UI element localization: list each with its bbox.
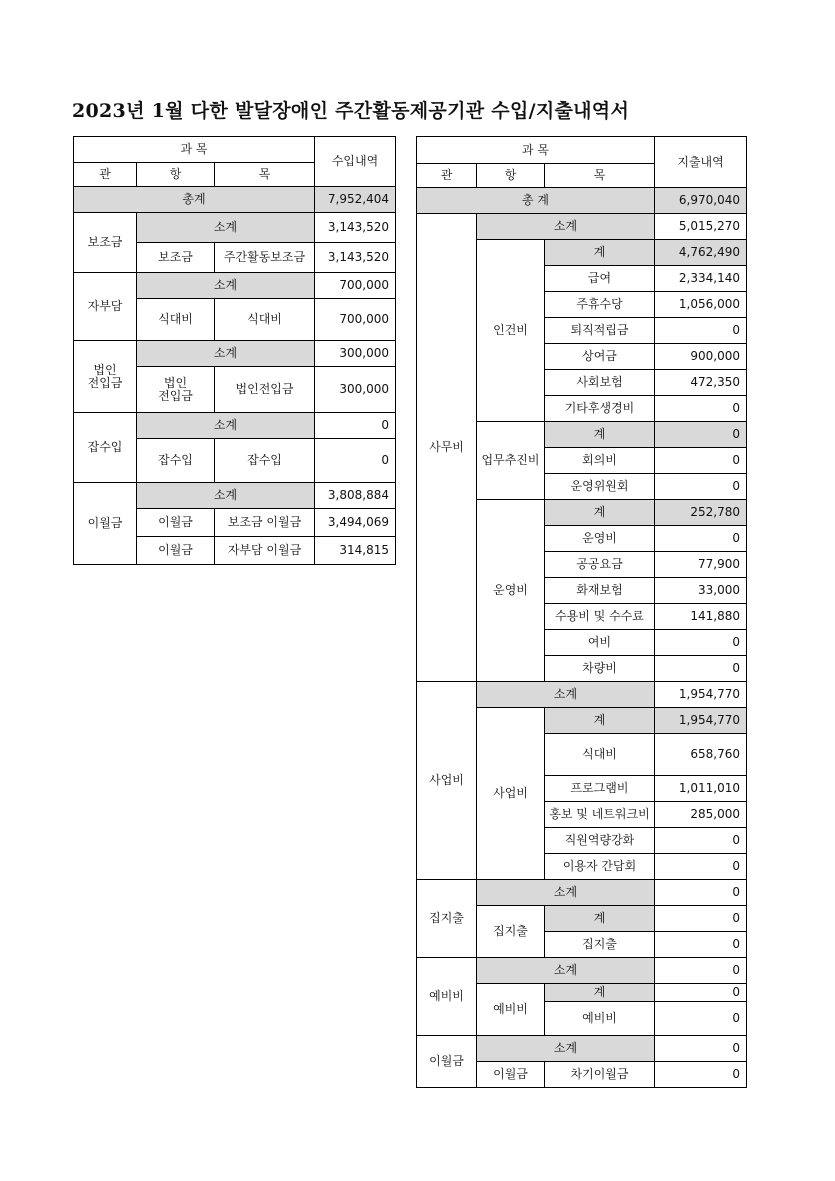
expense-gwan: 집지출: [417, 880, 477, 958]
expense-value: 0: [655, 984, 747, 1002]
expense-mok: 계: [545, 708, 655, 734]
income-subtotal-value: 3,143,520: [315, 213, 396, 243]
expense-mok: 운영비: [545, 526, 655, 552]
expense-mok: 수용비 및 수수료: [545, 604, 655, 630]
expense-subtotal-row: [417, 958, 747, 984]
expense-value: 0: [655, 474, 747, 500]
expense-subtotal-label: 소계: [477, 958, 655, 984]
income-value: 0: [315, 439, 396, 483]
income-hang: 법인 전입금: [137, 367, 215, 413]
expense-mok: 상여금: [545, 344, 655, 370]
expense-header-mok: 목: [545, 164, 655, 188]
income-subtotal-row: [74, 273, 396, 299]
income-subtotal-label: 소계: [137, 341, 315, 367]
income-value: 3,143,520: [315, 243, 396, 273]
expense-mok: 직원역량강화: [545, 828, 655, 854]
expense-value: 0: [655, 448, 747, 474]
expense-subtotal-label: 소계: [477, 880, 655, 906]
expense-value: 0: [655, 932, 747, 958]
expense-total-row: [417, 188, 747, 214]
expense-value: 1,011,010: [655, 776, 747, 802]
income-header-amount: 수입내역: [315, 137, 396, 187]
expense-value: 0: [655, 828, 747, 854]
expense-value: 1,954,770: [655, 708, 747, 734]
expense-hang: 업무추진비: [477, 422, 545, 500]
income-subtotal-value: 0: [315, 413, 396, 439]
expense-table: [416, 136, 747, 1088]
expense-value: 1,056,000: [655, 292, 747, 318]
expense-subtotal-row: [417, 880, 747, 906]
expense-mok: 운영위원회: [545, 474, 655, 500]
expense-mok: 이용자 간담회: [545, 854, 655, 880]
income-value: 700,000: [315, 299, 396, 341]
expense-value: 0: [655, 630, 747, 656]
expense-subtotal-value: 0: [655, 958, 747, 984]
income-table: [73, 136, 396, 565]
expense-subtotal-value: 5,015,270: [655, 214, 747, 240]
income-subtotal-value: 300,000: [315, 341, 396, 367]
expense-subtotal-value: 0: [655, 1036, 747, 1062]
expense-value: 0: [655, 1002, 747, 1036]
income-gwan: 법인 전입금: [74, 341, 137, 413]
expense-value: 900,000: [655, 344, 747, 370]
expense-header-amount: 지출내역: [655, 137, 747, 188]
expense-mok: 예비비: [545, 1002, 655, 1036]
expense-mok: 사회보험: [545, 370, 655, 396]
expense-gwan: 예비비: [417, 958, 477, 1036]
income-gwan: 자부담: [74, 273, 137, 341]
income-header-hang: 항: [137, 163, 215, 187]
income-hang: 이월금: [137, 509, 215, 537]
expense-value: 77,900: [655, 552, 747, 578]
expense-value: 0: [655, 656, 747, 682]
income-mok: 자부담 이월금: [215, 537, 315, 565]
expense-total-label: 총 계: [417, 188, 655, 214]
income-mok: 잡수입: [215, 439, 315, 483]
expense-header-row-1: [417, 137, 747, 164]
income-subtotal-row: [74, 341, 396, 367]
expense-mok: 퇴직적립금: [545, 318, 655, 344]
income-value: 314,815: [315, 537, 396, 565]
expense-value: 2,334,140: [655, 266, 747, 292]
income-value: 300,000: [315, 367, 396, 413]
expense-subtotal-row: [417, 682, 747, 708]
expense-hang: 예비비: [477, 984, 545, 1036]
income-subtotal-row: [74, 213, 396, 243]
income-hang: 식대비: [137, 299, 215, 341]
income-mok: 보조금 이월금: [215, 509, 315, 537]
expense-mok: 차기이월금: [545, 1062, 655, 1088]
expense-value: 0: [655, 396, 747, 422]
expense-mok: 급여: [545, 266, 655, 292]
expense-subtotal-value: 1,954,770: [655, 682, 747, 708]
income-total-value: 7,952,404: [315, 187, 396, 213]
income-header-gwamok: 과 목: [74, 137, 315, 163]
expense-value: 0: [655, 318, 747, 344]
expense-mok: 기타후생경비: [545, 396, 655, 422]
income-total-row: [74, 187, 396, 213]
expense-hang: 인건비: [477, 240, 545, 422]
expense-hang: 사업비: [477, 708, 545, 880]
income-gwan: 잡수입: [74, 413, 137, 483]
expense-mok: 여비: [545, 630, 655, 656]
expense-value: 0: [655, 1062, 747, 1088]
income-subtotal-label: 소계: [137, 273, 315, 299]
expense-value: 0: [655, 526, 747, 552]
expense-mok: 프로그램비: [545, 776, 655, 802]
income-gwan: 보조금: [74, 213, 137, 273]
expense-mok: 집지출: [545, 932, 655, 958]
income-mok: 식대비: [215, 299, 315, 341]
expense-value: 33,000: [655, 578, 747, 604]
expense-header-hang: 항: [477, 164, 545, 188]
income-subtotal-label: 소계: [137, 413, 315, 439]
expense-value: 252,780: [655, 500, 747, 526]
expense-mok: 계: [545, 422, 655, 448]
expense-mok: 차량비: [545, 656, 655, 682]
income-subtotal-row: [74, 483, 396, 509]
income-subtotal-row: [74, 413, 396, 439]
income-hang: 잡수입: [137, 439, 215, 483]
income-hang: 이월금: [137, 537, 215, 565]
expense-mok: 식대비: [545, 734, 655, 776]
expense-mok: 공공요금: [545, 552, 655, 578]
expense-hang: 집지출: [477, 906, 545, 958]
expense-value: 141,880: [655, 604, 747, 630]
expense-total-value: 6,970,040: [655, 188, 747, 214]
income-header-mok: 목: [215, 163, 315, 187]
expense-mok: 주휴수당: [545, 292, 655, 318]
income-value: 3,494,069: [315, 509, 396, 537]
expense-value: 658,760: [655, 734, 747, 776]
expense-mok: 계: [545, 500, 655, 526]
expense-gwan: 사무비: [417, 214, 477, 682]
expense-mok: 계: [545, 240, 655, 266]
income-header-row-1: [74, 137, 396, 163]
page-title: 2023년 1월 다한 발달장애인 주간활동제공기관 수입/지출내역서: [72, 100, 630, 122]
income-hang: 보조금: [137, 243, 215, 273]
expense-value: 472,350: [655, 370, 747, 396]
income-mok: 법인전입금: [215, 367, 315, 413]
expense-mok: 계: [545, 906, 655, 932]
expense-value: 4,762,490: [655, 240, 747, 266]
expense-gwan: 사업비: [417, 682, 477, 880]
expense-mok: 회의비: [545, 448, 655, 474]
income-subtotal-label: 소계: [137, 213, 315, 243]
expense-value: 0: [655, 422, 747, 448]
expense-mok: 홍보 및 네트워크비: [545, 802, 655, 828]
income-mok: 주간활동보조금: [215, 243, 315, 273]
income-total-label: 총계: [74, 187, 315, 213]
expense-value: 0: [655, 854, 747, 880]
income-subtotal-value: 3,808,884: [315, 483, 396, 509]
expense-subtotal-row: [417, 214, 747, 240]
expense-hang: 운영비: [477, 500, 545, 682]
expense-subtotal-value: 0: [655, 880, 747, 906]
expense-subtotal-label: 소계: [477, 682, 655, 708]
expense-header-gwamok: 과 목: [417, 137, 655, 164]
expense-header-gwan: 관: [417, 164, 477, 188]
expense-mok: 화재보험: [545, 578, 655, 604]
expense-value: 285,000: [655, 802, 747, 828]
expense-gwan: 이월금: [417, 1036, 477, 1088]
income-gwan: 이월금: [74, 483, 137, 565]
income-header-gwan: 관: [74, 163, 137, 187]
expense-mok: 계: [545, 984, 655, 1002]
income-subtotal-label: 소계: [137, 483, 315, 509]
expense-subtotal-row: [417, 1036, 747, 1062]
expense-value: 0: [655, 906, 747, 932]
income-subtotal-value: 700,000: [315, 273, 396, 299]
expense-hang: 이월금: [477, 1062, 545, 1088]
expense-subtotal-label: 소계: [477, 1036, 655, 1062]
expense-subtotal-label: 소계: [477, 214, 655, 240]
